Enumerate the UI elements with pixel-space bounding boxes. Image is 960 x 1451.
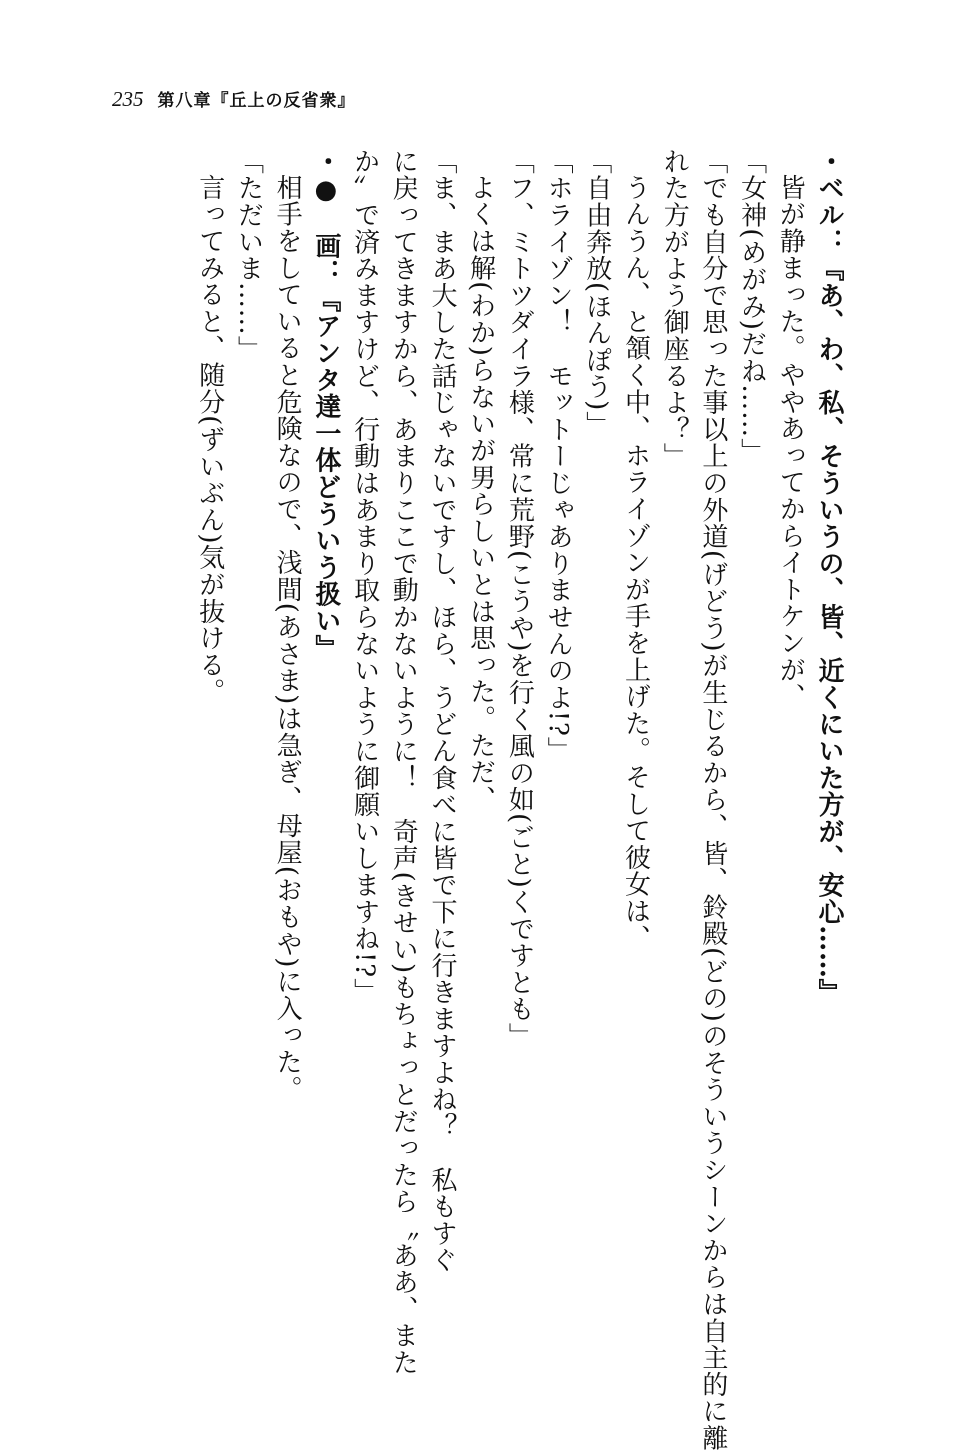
text-line: 「フ、ミトツダイラ様、常に荒野(こうや)を行く風の如(ごと)くですとも」 — [504, 148, 535, 1050]
text-line: れた方がよう御座るよ？」 — [659, 148, 690, 470]
text-line: ・ベル：『あ、わ、私、そういうの、皆、近くにいた方が、安心……』 — [814, 148, 844, 1006]
chapter-title: 第八章『丘上の反省衆』 — [157, 91, 356, 111]
text-line: 「でも自分で思った事以上の外道(げどう)が生じるから、皆、鈴殿(どの)のそういうシーンからは自主的に離 — [697, 148, 728, 1451]
text-line: 言ってみると、随分(ずいぶん)気が抜ける。 — [194, 174, 225, 706]
text-line: 「ホライゾン！ モットーじゃありませんのよ!?」 — [543, 148, 574, 764]
page-header — [112, 86, 356, 112]
text-line: か〟で済みますけど、行動はあまり取らないように御願いしますね!?」 — [349, 148, 380, 1005]
text-line: 「自由奔放(ほんぽう)」 — [581, 148, 612, 438]
vertical-body-text — [118, 148, 848, 1451]
page-number: 235 — [112, 87, 144, 111]
text-line: に戻ってきますから、あまりここで動かないように！ 奇声(きせい)もちょっとだったら〝ああ、また — [388, 148, 419, 1376]
text-line: ・● 画：『アンタ達一体どういう扱い』 — [310, 148, 341, 662]
text-line: 「女神(めがみ)だね……」 — [736, 148, 767, 465]
text-line: 皆が静まった。ややあってからイトケンが、 — [775, 174, 806, 710]
text-line: 「ま、まあ大した話じゃないですし、ほら、うどん食べに皆で下に行きますよね？ 私もすぐ — [426, 148, 457, 1274]
text-line: よくは解(わか)らないが男らしいとは思った。ただ、 — [465, 174, 496, 813]
text-line: 相手をしていると危険なので、浅間(あさま)は急ぎ、母屋(おもや)に入った。 — [272, 174, 303, 1103]
text-line: 「ただいま……」 — [233, 148, 264, 363]
text-line: うんうん、と頷く中、ホライゾンが手を上げた。そして彼女は、 — [620, 174, 651, 952]
